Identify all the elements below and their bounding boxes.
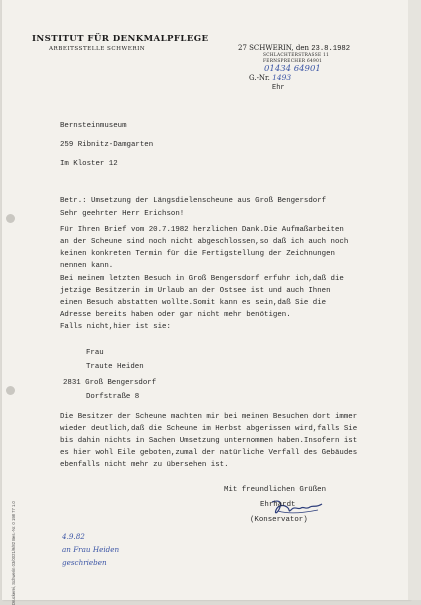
signatory-role: (Konservator) xyxy=(250,516,308,524)
place-date xyxy=(238,44,350,53)
handwritten-number: 01434 64901 xyxy=(264,64,321,74)
recipient-name: Bernsteinmuseum xyxy=(60,122,127,130)
reference-value: 1493 xyxy=(272,73,292,82)
address-line-2: Traute Heiden xyxy=(86,363,144,371)
margin-note-line-3: geschrieben xyxy=(62,558,107,567)
paragraph-3: Falls nicht,hier ist sie: xyxy=(60,323,171,331)
margin-note-date: 4.9.82 xyxy=(62,532,85,541)
reference-number xyxy=(249,73,291,82)
department-name: ARBEITSSTELLE SCHWERIN xyxy=(49,46,146,52)
institution-name: INSTITUT FÜR DENKMALPFLEGE xyxy=(32,34,209,44)
margin-note-line-2: an Frau Heiden xyxy=(62,545,120,554)
initials: Ehr xyxy=(272,84,285,92)
letter-date: 23.8.1982 xyxy=(311,45,351,53)
reference-label: G.-Nr. xyxy=(249,74,270,82)
address-line-3: 2831 Groß Bengersdorf xyxy=(63,379,157,387)
paragraph-2: Bei meinem letzten Besuch in Groß Bengersdorf erfuhr ich,daß die jetzige Besitzerin im Urlaub an der Ostsee ist und auch Ihnen einen Besuch abstatten wollte.Somit kann es sein,daß Sie die Adresse bereits haben oder gar nicht mehr benötigen. xyxy=(60,275,344,319)
letter-page xyxy=(2,0,410,605)
address-line-1: Frau xyxy=(86,349,104,357)
salutation: Sehr geehrter Herr Erichson! xyxy=(60,210,185,218)
paragraph-1: Für Ihren Brief vom 20.7.1982 herzlichen Dank.Die Aufmaßarbeiten an der Scheune sind noch nicht abgeschlossen,so daß ich auch noch keinen konkreten Termin für die Fertigstellung der Zeichnungen nennen kann. xyxy=(60,226,349,270)
punch-hole xyxy=(6,386,15,395)
punch-hole xyxy=(6,214,15,223)
recipient-city: 259 Ribnitz-Damgarten xyxy=(60,141,154,149)
page-edge xyxy=(408,0,421,600)
printer-imprint: Druckerei, Schwerin 03/0021/9/82 Bes.-Nr. 0 198 77 1.0 xyxy=(11,501,16,605)
paragraph-4: Die Besitzer der Scheune machten mir bei meinen Besuchen dort immer wieder deutlich,daß die Scheune im Herbst abgerissen wird,falls Sie bis dahin nichts in Sachen Umsetzung unternommen haben.Insofern ist es hier wohl Eile geboten,zumal der natürliche Verfall des Gebäudes ebenfalls nicht mehr zu übersehen ist. xyxy=(60,413,358,469)
address-line-4: Dorfstraße 8 xyxy=(86,393,140,401)
letterhead-street: SCHLACHTERSTRASSE 11 xyxy=(263,53,330,58)
subject-line: Betr.: Umsetzung der Längsdielenscheune aus Groß Bengersdorf xyxy=(60,197,327,205)
recipient-street: Im Kloster 12 xyxy=(60,160,118,168)
letterhead-phone: FERNSPRECHER 64901 xyxy=(263,59,323,64)
place-prefix: 27 SCHWERIN, den xyxy=(238,44,309,52)
signatory-name: Ehrhardt xyxy=(260,501,296,509)
closing-greeting: Mit freundlichen Grüßen xyxy=(224,486,327,494)
